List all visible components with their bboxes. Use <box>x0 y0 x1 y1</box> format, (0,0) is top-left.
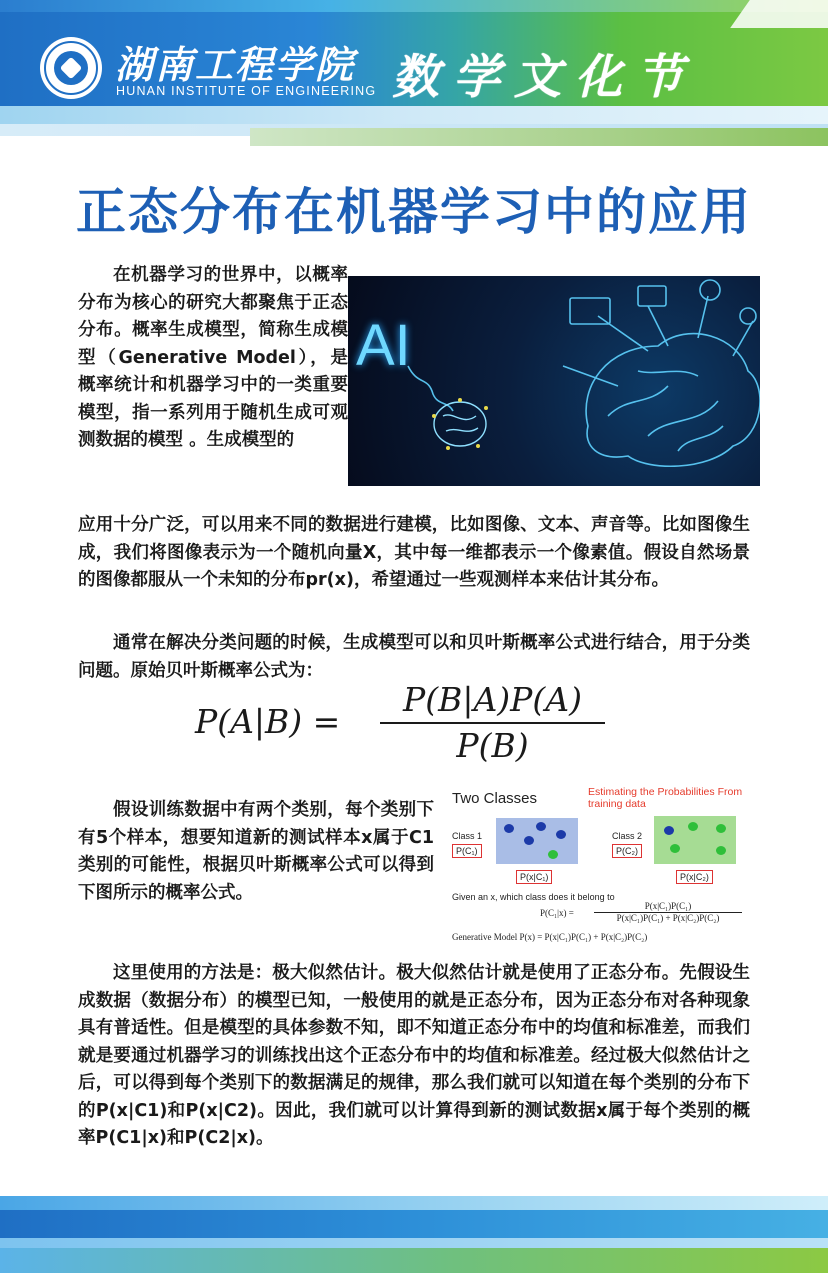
pxc1-box: P(x|C₁) <box>516 870 552 884</box>
bayes-formula <box>195 680 655 765</box>
figure-subtitle: Estimating the Probabilities From training data <box>588 786 743 810</box>
class2-sample-field <box>654 816 736 864</box>
header-top-stripe <box>0 0 828 12</box>
sample-dot <box>536 822 546 831</box>
posterior-numerator: P(x|C₁)P(C₁) <box>644 901 692 911</box>
sample-dot <box>670 844 680 853</box>
formula-denominator: P(B) <box>456 726 529 765</box>
school-logo-icon <box>40 37 102 99</box>
intro-paragraph-rest: 应用十分广泛，可以用来不同的数据进行建模，比如图像、文本、声音等。比如图像生成，我们将图像表示为一个随机向量X，其中每一维都表示一个像素值。假设自然场景的图像都服从一个未知的分布pr(x)，希望通过一些观测样本来估计其分布。 <box>78 515 750 590</box>
sample-dot <box>664 826 674 835</box>
sample-dot <box>556 830 566 839</box>
sample-dot <box>504 824 514 833</box>
intro-paragraph-wrap: 在机器学习的世界中，以概率分布为核心的研究大都聚焦于正态分布。概率生成模型，简称生成模型（Generative Model），是概率统计和机器学习中的一类重要模型，指一系列用于随机生成可观测数据的模型 。生成模型的 <box>78 265 348 450</box>
ai-brain-illustration <box>348 276 760 486</box>
festival-title: 数学文化节 <box>392 50 697 105</box>
school-name-en: HUNAN INSTITUTE OF ENGINEERING <box>116 84 377 98</box>
sample-dot <box>548 850 558 859</box>
header-stripe-light <box>0 106 828 124</box>
generative-model-formula: Generative Model P(x) = P(x|C₁)P(C₁) + P(x|C₂)P(C₂) <box>452 932 648 942</box>
brain-network-icon <box>348 276 760 486</box>
class1-sample-field <box>496 818 578 864</box>
figure-title: Two Classes <box>452 790 538 807</box>
footer-banner <box>0 1196 828 1273</box>
class1-label: Class 1 <box>452 831 483 841</box>
sample-dot <box>716 824 726 833</box>
header-stripe-green <box>250 128 828 146</box>
given-x-text: Given an x, which class does it belong to <box>452 892 615 902</box>
sample-dot <box>688 822 698 831</box>
formula-fraction-bar <box>380 722 605 724</box>
pc1-box: P(C₁) <box>452 844 482 858</box>
ai-image-label: AI <box>356 313 411 378</box>
posterior-denominator: P(x|C₁)P(C₁) + P(x|C₂)P(C₂) <box>616 913 720 923</box>
paragraph-two-classes: 假设训练数据中有两个类别，每个类别下有5个样本，想要知道新的测试样本x属于C1类别的可能性，根据贝叶斯概率公式可以得到下图所示的概率公式。 <box>78 800 434 903</box>
header-banner <box>0 0 828 150</box>
school-name-cn: 湖南工程学院 <box>115 42 356 87</box>
formula-lhs: P(A|B) = <box>195 702 341 741</box>
pxc2-box: P(x|C₂) <box>676 870 713 884</box>
paragraph-mle: 这里使用的方法是：极大似然估计。极大似然估计就是使用了正态分布。先假设生成数据（数据分布）的模型已知，一般使用的就是正态分布，因为正态分布对各种现象具有普适性。但是模型的具体参数不知，即不知道正态分布中的均值和标准差，而我们就是要通过机器学习的训练找出这个正态分布中的均值和标准差。经过极大似然估计之后，可以得到每个类别下的数据满足的规律，那么我们就可以知道在每个类别的分布下的P(x|C1)和P(x|C2)。因此，我们就可以计算得到新的测试数据x属于每个类别的概率P(C1|x)和P(C2|x)。 <box>78 963 750 1148</box>
sample-dot <box>524 836 534 845</box>
two-classes-figure <box>448 784 768 946</box>
pc2-box: P(C₂) <box>612 844 642 858</box>
class2-label: Class 2 <box>612 831 643 841</box>
paragraph-bayes-intro: 通常在解决分类问题的时候，生成模型可以和贝叶斯概率公式进行结合，用于分类问题。原始贝叶斯概率公式为： <box>78 633 750 681</box>
formula-numerator: P(B|A)P(A) <box>403 680 582 719</box>
page-title: 正态分布在机器学习中的应用 <box>76 183 752 241</box>
sample-dot <box>716 846 726 855</box>
posterior-lhs: P(C₁|x) = <box>540 908 574 918</box>
